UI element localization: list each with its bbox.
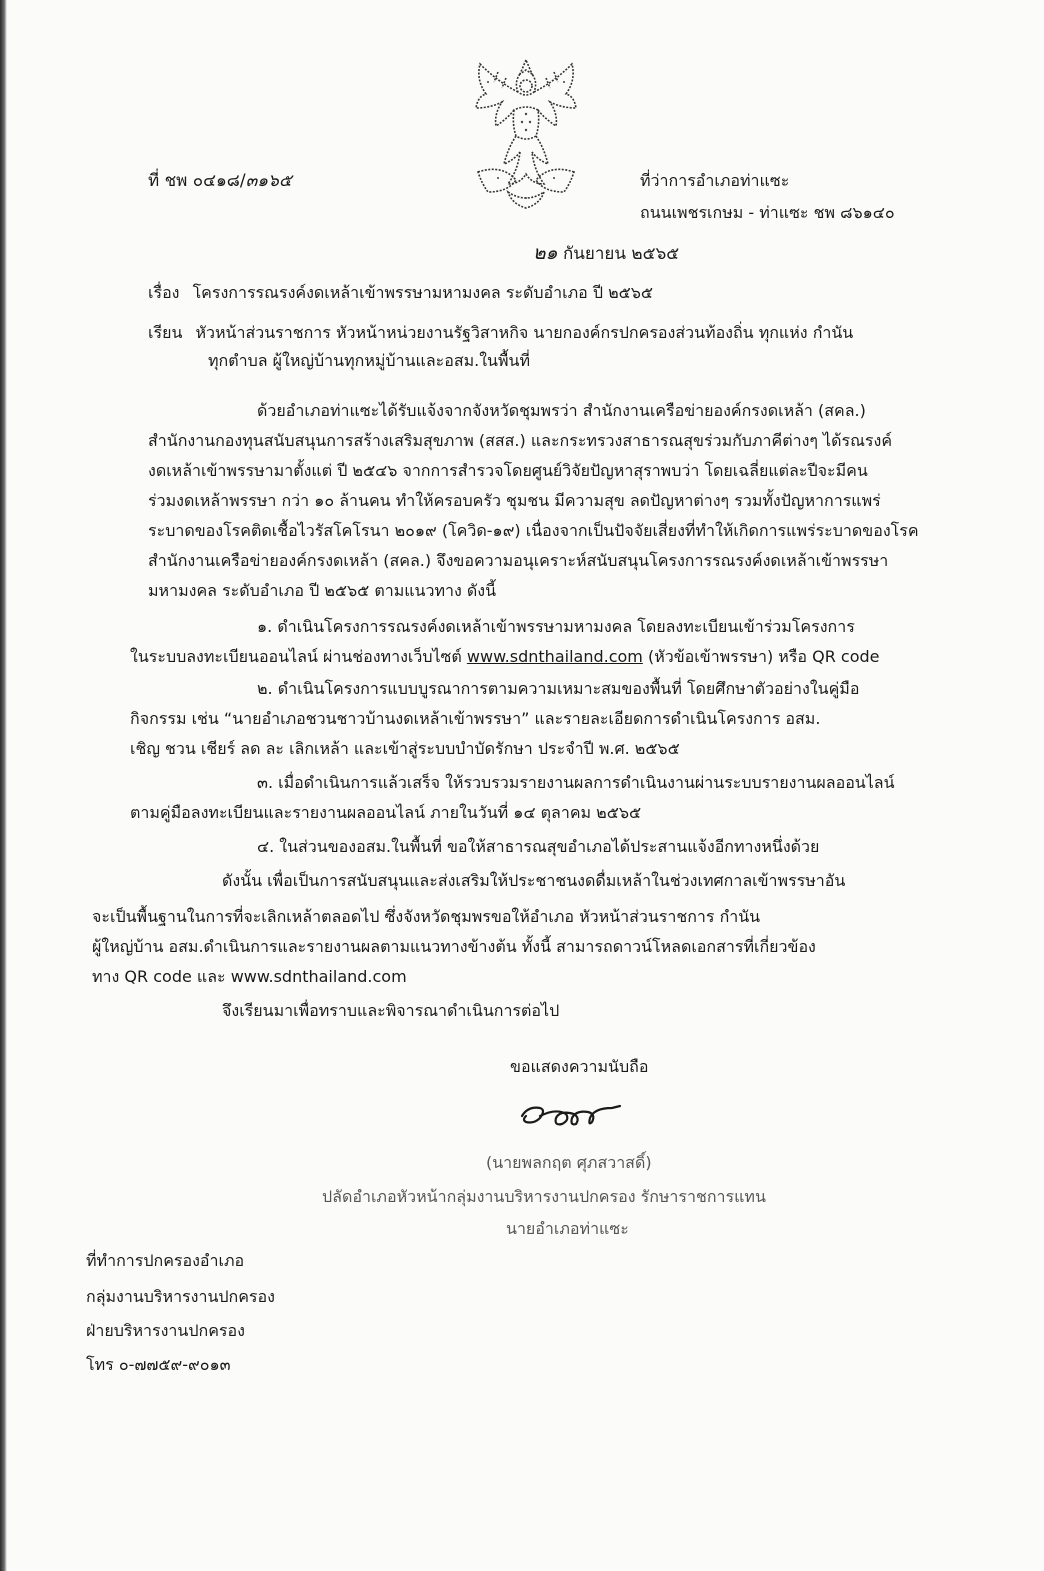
intro-line: ระบาดของโรคติดเชื้อไวรัสโคโรนา ๒๐๑๙ (โควิด-๑๙) เนื่องจากเป็นปัจจัยเสี่ยงที่ทำให้เกิดการแพร่ระบาดของโรค: [148, 521, 919, 540]
handwritten-signature: [516, 1098, 628, 1134]
item1-text-after-link: (หัวข้อเข้าพรรษา) หรือ QR code: [642, 647, 880, 666]
signer-position-line2: นายอำเภอท่าแซะ: [506, 1219, 629, 1238]
subject-line: [148, 283, 653, 303]
conclusion-line: ทาง QR code และ www.sdnthailand.com: [92, 967, 407, 986]
intro-line: มหามงคล ระดับอำเภอ ปี ๒๕๖๕ ตามแนวทาง ดังนี้: [148, 581, 497, 600]
recipient-text-line1: หัวหน้าส่วนราชการ หัวหน้าหน่วยงานรัฐวิสาหกิจ นายกองค์กรปกครองส่วนท้องถิ่น ทุกแห่ง กำนัน: [195, 323, 854, 342]
intro-line: ด้วยอำเภอท่าแซะได้รับแจ้งจากจังหวัดชุมพรว่า สำนักงานเครือข่ายองค์กรงดเหล้า (สคล.): [257, 401, 866, 420]
item1-line1: ๑. ดำเนินโครงการรณรงค์งดเหล้าเข้าพรรษามหามงคล โดยลงทะเบียนเข้าร่วมโครงการ: [257, 617, 855, 636]
date-month-year: กันยายน ๒๕๖๕: [563, 244, 680, 264]
page-edge-shadow: [0, 0, 7, 1571]
intro-line: สำนักงานเครือข่ายองค์กรงดเหล้า (สคล.) จึงขอความอนุเคราะห์สนับสนุนโครงการรณรงค์งดเหล้าเข้าพรรษา: [148, 551, 889, 570]
document-date: [533, 243, 679, 264]
document-number-printed: ที่ ชพ ๐๔๑๘/: [148, 171, 246, 191]
signer-position-line1: ปลัดอำเภอหัวหน้ากลุ่มงานบริหารงานปกครอง รักษาราชการแทน: [322, 1187, 766, 1206]
recipient-line2: ทุกตำบล ผู้ใหญ่บ้านทุกหมู่บ้านและอสม.ในพื้นที่: [208, 351, 531, 370]
subject-label: เรื่อง: [148, 283, 180, 302]
sdnthailand-link[interactable]: www.sdnthailand.com: [466, 647, 643, 666]
garuda-emblem-icon: [468, 52, 584, 212]
item3-line: ตามคู่มือลงทะเบียนและรายงานผลออนไลน์ ภายในวันที่ ๑๔ ตุลาคม ๒๕๖๕: [130, 803, 642, 822]
footer-division: ฝ่ายบริหารงานปกครอง: [86, 1321, 245, 1340]
recipient-label: เรียน: [148, 323, 183, 342]
recipient-line1: [148, 323, 853, 343]
office-address-line1: ที่ว่าการอำเภอท่าแซะ: [640, 171, 790, 190]
intro-line: ร่วมงดเหล้าพรรษา กว่า ๑๐ ล้านคน ทำให้ครอบครัว ชุมชน มีความสุข ลดปัญหาต่างๆ รวมทั้งปัญหาการแพร่: [148, 491, 881, 510]
date-day-handwritten: ๒๑: [533, 242, 558, 264]
item2-line: กิจกรรม เช่น “นายอำเภอชวนชาวบ้านงดเหล้าเข้าพรรษา” และรายละเอียดการดำเนินโครงการ อสม.: [130, 709, 821, 728]
item2-line: เชิญ ชวน เชียร์ ลด ละ เลิกเหล้า และเข้าสู่ระบบบำบัดรักษา ประจำปี พ.ศ. ๒๕๖๕: [130, 739, 680, 758]
subject-text: โครงการรณรงค์งดเหล้าเข้าพรรษามหามงคล ระดับอำเภอ ปี ๒๕๖๕: [192, 283, 653, 302]
intro-line: สำนักงานกองทุนสนับสนุนการสร้างเสริมสุขภาพ (สสส.) และกระทรวงสาธารณสุขร่วมกับภาคีต่างๆ ได้รณรงค์: [148, 431, 893, 450]
office-address-line2: ถนนเพชรเกษม - ท่าแซะ ชพ ๘๖๑๔๐: [640, 203, 895, 222]
footer-office: ที่ทำการปกครองอำเภอ: [86, 1251, 245, 1270]
footer-phone: โทร ๐-๗๗๕๙-๙๐๑๓: [86, 1355, 231, 1374]
item2-line: ๒. ดำเนินโครงการแบบบูรณาการตามความเหมาะสมของพื้นที่ โดยศึกษาตัวอย่างในคู่มือ: [257, 679, 860, 698]
item1-text: ในระบบลงทะเบียนออนไลน์ ผ่านช่องทางเว็บไซต์: [130, 647, 467, 666]
item4-line: ๔. ในส่วนของอสม.ในพื้นที่ ขอให้สาธารณสุขอำเภอได้ประสานแจ้งอีกทางหนึ่งด้วย: [257, 837, 820, 856]
item3-line: ๓. เมื่อดำเนินการแล้วเสร็จ ให้รวบรวมรายงานผลการดำเนินงานผ่านระบบรายงานผลออนไลน์: [257, 773, 895, 792]
document-number: [148, 171, 292, 191]
salutation: ขอแสดงความนับถือ: [510, 1057, 649, 1076]
intro-line: งดเหล้าเข้าพรรษามาตั้งแต่ ปี ๒๕๔๖ จากการสำรวจโดยศูนย์วิจัยปัญหาสุราพบว่า โดยเฉลี่ยแต่ละปีจะมีคน: [148, 461, 868, 480]
footer-group: กลุ่มงานบริหารงานปกครอง: [86, 1287, 275, 1306]
conclusion-line: ดังนั้น เพื่อเป็นการสนับสนุนและส่งเสริมให้ประชาชนงดดื่มเหล้าในช่วงเทศกาลเข้าพรรษาอัน: [222, 871, 846, 890]
conclusion-line: จะเป็นพื้นฐานในการที่จะเลิกเหล้าตลอดไป ซึ่งจังหวัดชุมพรขอให้อำเภอ หัวหน้าส่วนราชการ กำนัน: [92, 907, 761, 926]
conclusion-line: ผู้ใหญ่บ้าน อสม.ดำเนินการและรายงานผลตามแนวทางข้างต้น ทั้งนี้ สามารถดาวน์โหลดเอกสารที่เกี่ยวข้อง: [92, 937, 816, 956]
item1-line2: [130, 647, 879, 667]
signer-name: (นายพลกฤต ศุภสวาสดิ์): [486, 1153, 652, 1172]
closing-request: จึงเรียนมาเพื่อทราบและพิจารณาดำเนินการต่อไป: [222, 1001, 560, 1020]
document-number-handwritten: ๓๑๖๕: [245, 171, 292, 191]
